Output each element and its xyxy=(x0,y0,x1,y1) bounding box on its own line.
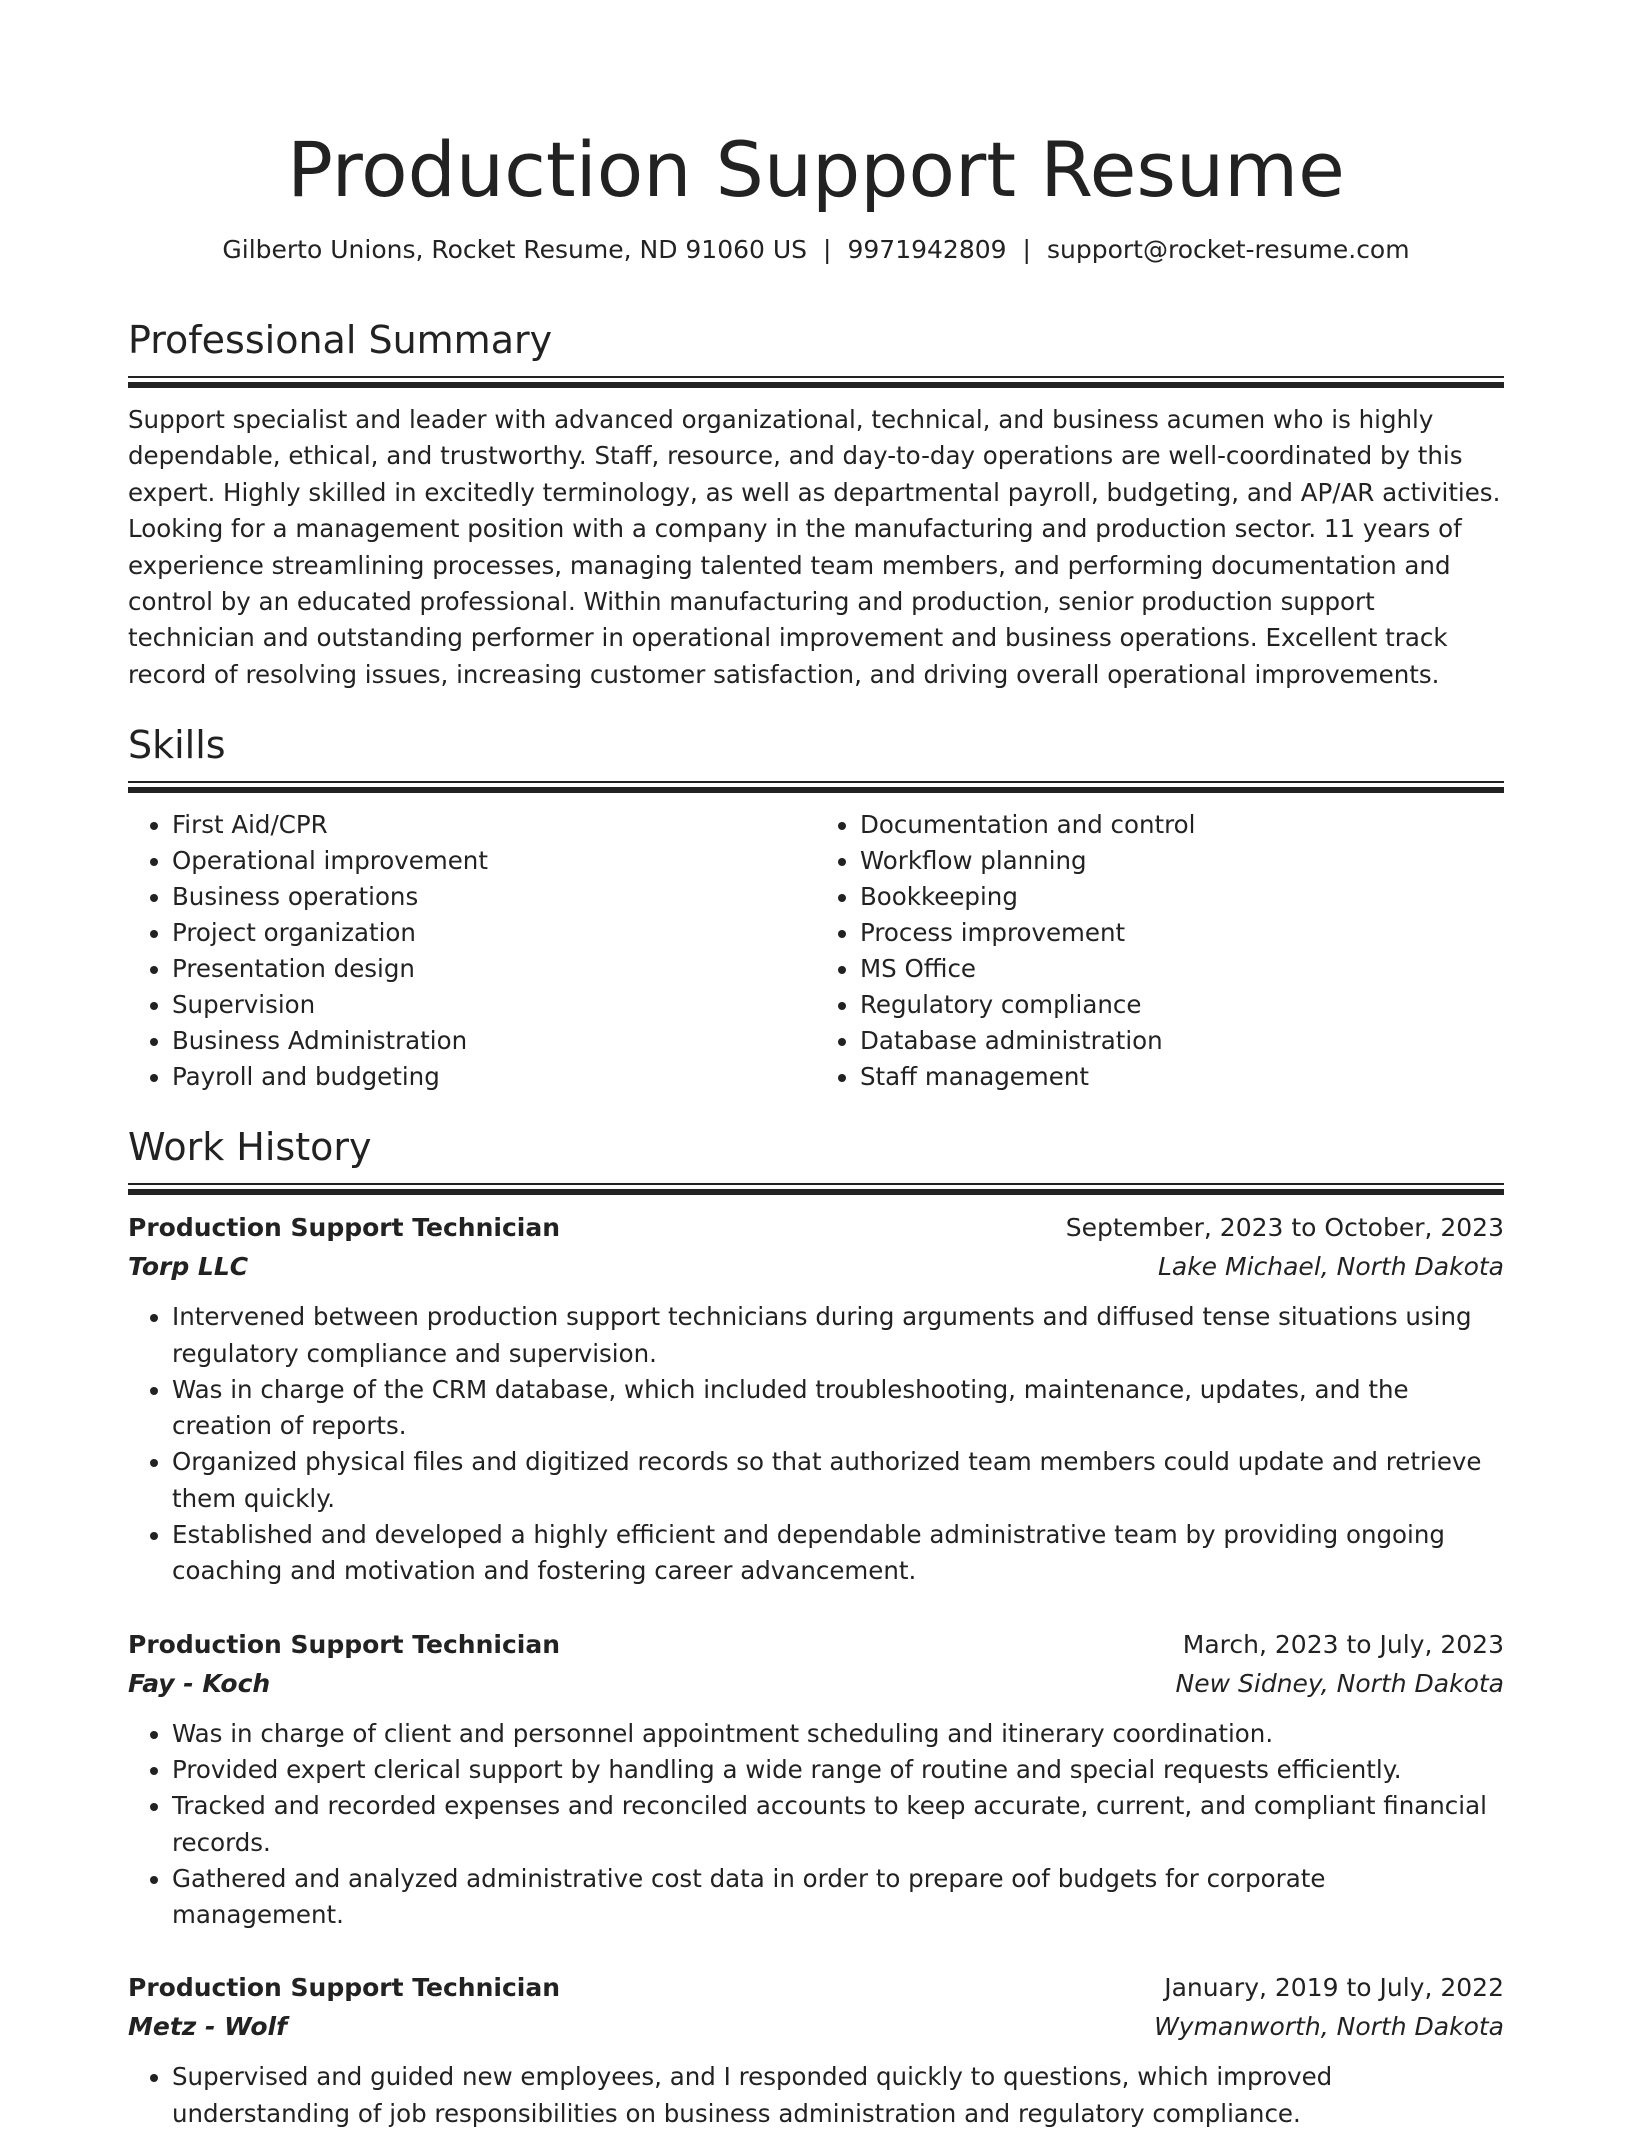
section-divider xyxy=(128,781,1504,793)
job-bullet: • Was in charge of the CRM database, which included troubleshooting, maintenance, updates, and the creation of reports. xyxy=(172,1372,1504,1445)
job-company: Fay - Koch xyxy=(128,1668,271,1698)
job-entry xyxy=(128,1209,1504,1589)
skill-item: • Staff management xyxy=(860,1059,1504,1095)
job-location: New Sidney, North Dakota xyxy=(1175,1668,1504,1698)
section-heading-skills: Skills xyxy=(128,723,226,768)
job-bullets xyxy=(128,2059,1504,2132)
section-divider xyxy=(128,376,1504,388)
job-bullet: • Supervised and guided new employees, and I responded quickly to questions, which improved understanding of job responsibilities on business administration and regulatory compliance. xyxy=(172,2059,1504,2132)
job-bullets xyxy=(128,1299,1504,1589)
skill-item: • Process improvement xyxy=(860,915,1504,951)
job-location: Wymanworth, North Dakota xyxy=(1154,2012,1504,2042)
job-company: Torp LLC xyxy=(128,1252,249,1282)
skill-item: • First Aid/CPR xyxy=(172,807,816,843)
summary-text: Support specialist and leader with advanced organizational, technical, and business acumen who is highly dependable, ethical, and trustworthy. Staff, resource, and day-to-day operations are well-coordinated by this expert. Highly skilled in excitedly terminology, as well as departmental payroll, budgeting, and AP/AR activities. Looking for a management position with a company in the manufacturing and production sector. 11 years of experience streamlining processes, managing talented team members, and performing documentation and control by an educated professional. Within manufacturing and production, senior production support technician and outstanding performer in operational improvement and business operations. Excellent track record of resolving issues, increasing customer satisfaction, and driving overall operational improvements. xyxy=(128,405,1501,689)
job-company-row xyxy=(128,1247,1504,1287)
contact-separator: | xyxy=(1022,235,1031,264)
job-bullet: • Established and developed a highly efficient and dependable administrative team by providing ongoing coaching and motivation and fostering career advancement. xyxy=(172,1517,1504,1590)
job-header-row xyxy=(128,1969,1504,2007)
job-location: Lake Michael, North Dakota xyxy=(1157,1252,1504,1282)
skill-item: • Bookkeeping xyxy=(860,879,1504,915)
work-history-section xyxy=(128,1121,1504,2132)
job-company-row xyxy=(128,1664,1504,1704)
job-bullet: • Gathered and analyzed administrative cost data in order to prepare oof budgets for corporate management. xyxy=(172,1861,1504,1934)
job-title: Production Support Technician xyxy=(128,1973,561,2003)
skills-grid xyxy=(128,807,1504,1095)
job-company: Metz - Wolf xyxy=(128,2012,287,2042)
job-entry xyxy=(128,1626,1504,1934)
job-title: Production Support Technician xyxy=(128,1213,561,1243)
skill-item: • Workflow planning xyxy=(860,843,1504,879)
skill-item: • MS Office xyxy=(860,951,1504,987)
job-header-row xyxy=(128,1626,1504,1664)
skills-section xyxy=(128,719,1504,1095)
contact-address: Gilberto Unions, Rocket Resume, ND 91060 US xyxy=(222,235,808,264)
job-bullet: • Was in charge of client and personnel appointment scheduling and itinerary coordination. xyxy=(172,1716,1504,1752)
section-heading-summary: Professional Summary xyxy=(128,318,553,362)
skill-item: • Operational improvement xyxy=(172,843,816,879)
job-dates: September, 2023 to October, 2023 xyxy=(1065,1213,1504,1243)
contact-line xyxy=(128,232,1504,268)
job-title: Production Support Technician xyxy=(128,1629,561,1659)
skill-item: • Presentation design xyxy=(172,951,816,987)
professional-summary-section xyxy=(128,314,1504,693)
skill-item: • Business Administration xyxy=(172,1023,816,1059)
skill-item: • Project organization xyxy=(172,915,816,951)
job-dates: January, 2019 to July, 2022 xyxy=(1164,1973,1504,2003)
job-bullet: • Intervened between production support technicians during arguments and diffused tense situations using regulatory compliance and supervision. xyxy=(172,1299,1504,1372)
contact-separator: | xyxy=(823,235,832,264)
skill-item: • Documentation and control xyxy=(860,807,1504,843)
section-heading-work: Work History xyxy=(128,1125,372,1170)
skill-item: • Business operations xyxy=(172,879,816,915)
skills-list-right xyxy=(816,807,1504,1095)
section-divider xyxy=(128,1183,1504,1195)
skill-item: • Database administration xyxy=(860,1023,1504,1059)
skill-item: • Payroll and budgeting xyxy=(172,1059,816,1095)
contact-phone: 9971942809 xyxy=(847,235,1007,264)
job-company-row xyxy=(128,2007,1504,2047)
job-bullet: • Organized physical files and digitized records so that authorized team members could update and retrieve them quickly. xyxy=(172,1444,1504,1517)
job-header-row xyxy=(128,1209,1504,1247)
job-bullet: • Provided expert clerical support by handling a wide range of routine and special requests efficiently. xyxy=(172,1752,1504,1788)
job-entry xyxy=(128,1969,1504,2132)
skills-list-left xyxy=(128,807,816,1095)
job-dates: March, 2023 to July, 2023 xyxy=(1182,1629,1504,1659)
page-title: Production Support Resume xyxy=(287,125,1345,214)
job-bullet: • Tracked and recorded expenses and reconciled accounts to keep accurate, current, and compliant financial records. xyxy=(172,1788,1504,1861)
job-bullets xyxy=(128,1716,1504,1934)
contact-email[interactable]: support@rocket-resume.com xyxy=(1046,235,1410,264)
skill-item: • Regulatory compliance xyxy=(860,987,1504,1023)
skill-item: • Supervision xyxy=(172,987,816,1023)
